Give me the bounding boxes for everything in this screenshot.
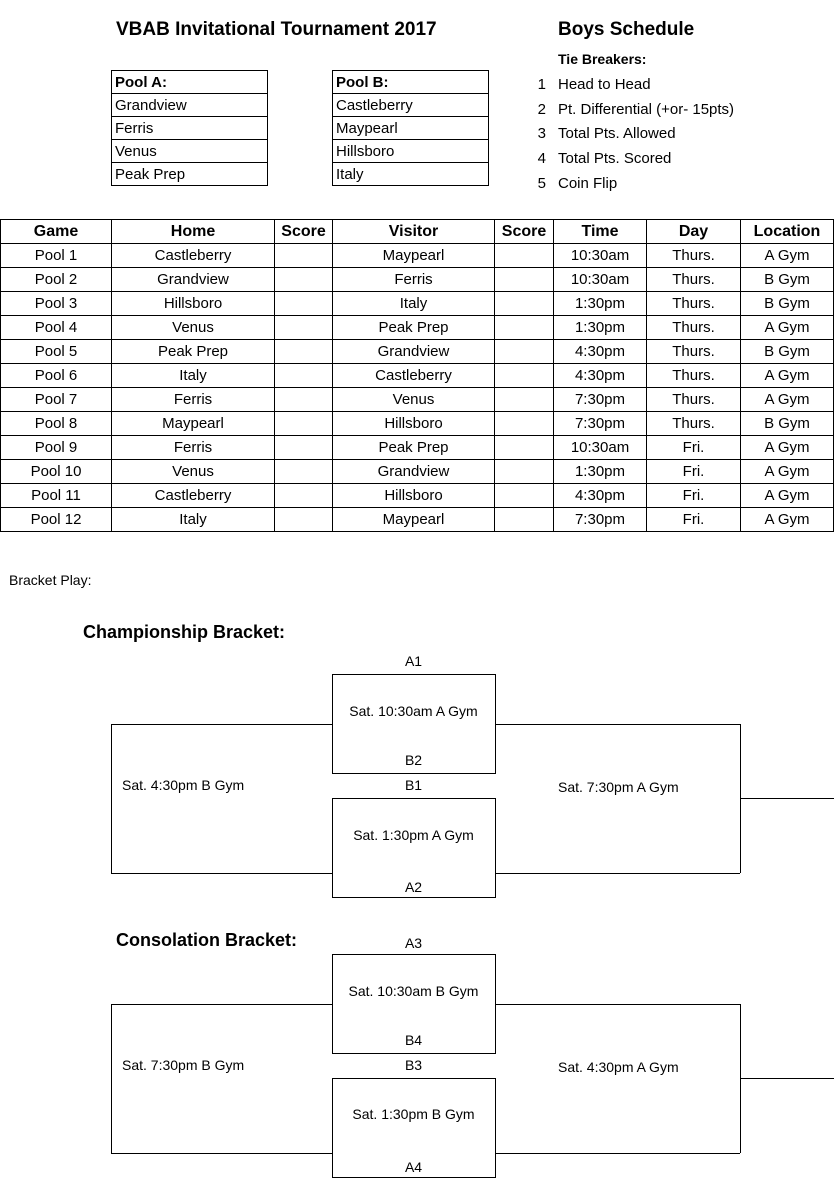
table-row <box>1 412 834 436</box>
location-cell: A Gym <box>741 388 834 412</box>
game-cell: Pool 2 <box>1 268 112 292</box>
tie-breaker-number: 4 <box>537 150 546 167</box>
column-header: Score <box>495 220 554 244</box>
bracket-line <box>111 1004 112 1153</box>
tie-breaker-item <box>530 121 676 146</box>
game-time-label: Sat. 4:30pm B Gym <box>122 777 245 793</box>
seed-label: A1 <box>404 653 423 669</box>
tie-breaker-item <box>530 146 671 171</box>
table-row <box>1 268 834 292</box>
bracket-play-label: Bracket Play: <box>9 572 92 588</box>
home-cell: Venus <box>112 460 275 484</box>
visitor-cell: Ferris <box>333 268 495 292</box>
tie-breaker-item <box>530 72 651 97</box>
visitor-score-cell <box>495 412 554 436</box>
column-header: Home <box>112 220 275 244</box>
pool-a-team: Grandview <box>112 94 268 117</box>
pool-a-team: Peak Prep <box>112 163 268 186</box>
pool-a-table <box>111 70 268 186</box>
table-row <box>1 508 834 532</box>
time-cell: 7:30pm <box>554 508 647 532</box>
game-time-label: Sat. 10:30am B Gym <box>348 983 479 999</box>
schedule-header-row <box>1 220 834 244</box>
table-row <box>1 316 834 340</box>
visitor-score-cell <box>495 436 554 460</box>
game-time-label: Sat. 4:30pm A Gym <box>558 1059 679 1075</box>
visitor-cell: Hillsboro <box>333 484 495 508</box>
location-cell: B Gym <box>741 340 834 364</box>
time-cell: 1:30pm <box>554 316 647 340</box>
location-cell: A Gym <box>741 316 834 340</box>
visitor-cell: Italy <box>333 292 495 316</box>
home-score-cell <box>275 484 333 508</box>
pool-b-team: Maypearl <box>333 117 489 140</box>
home-cell: Grandview <box>112 268 275 292</box>
column-header: Score <box>275 220 333 244</box>
day-cell: Thurs. <box>647 268 741 292</box>
game-time-label: Sat. 10:30am A Gym <box>349 703 478 719</box>
home-score-cell <box>275 316 333 340</box>
home-cell: Hillsboro <box>112 292 275 316</box>
home-score-cell <box>275 388 333 412</box>
home-score-cell <box>275 460 333 484</box>
game-cell: Pool 5 <box>1 340 112 364</box>
game-cell: Pool 10 <box>1 460 112 484</box>
time-cell: 4:30pm <box>554 340 647 364</box>
tie-breaker-text: Coin Flip <box>558 175 618 192</box>
bracket-line <box>495 873 740 874</box>
page-title: VBAB Invitational Tournament 2017 <box>116 19 437 40</box>
location-cell: A Gym <box>741 508 834 532</box>
home-score-cell <box>275 244 333 268</box>
visitor-cell: Peak Prep <box>333 316 495 340</box>
bracket-line <box>111 1153 333 1154</box>
bracket-line <box>111 1004 333 1005</box>
column-header: Location <box>741 220 834 244</box>
day-cell: Thurs. <box>647 244 741 268</box>
pool-b-header: Pool B: <box>333 71 489 94</box>
visitor-cell: Peak Prep <box>333 436 495 460</box>
seed-label: A2 <box>404 879 423 895</box>
pool-a-team: Venus <box>112 140 268 163</box>
day-cell: Thurs. <box>647 340 741 364</box>
visitor-cell: Maypearl <box>333 244 495 268</box>
game-cell: Pool 7 <box>1 388 112 412</box>
visitor-score-cell <box>495 316 554 340</box>
home-cell: Ferris <box>112 388 275 412</box>
column-header: Time <box>554 220 647 244</box>
bracket-line <box>495 1153 740 1154</box>
tie-breaker-item <box>530 171 617 196</box>
home-score-cell <box>275 436 333 460</box>
bracket-line <box>740 798 834 799</box>
tie-breaker-number: 5 <box>537 175 546 192</box>
time-cell: 1:30pm <box>554 460 647 484</box>
table-row <box>1 364 834 388</box>
location-cell: B Gym <box>741 292 834 316</box>
time-cell: 7:30pm <box>554 388 647 412</box>
visitor-score-cell <box>495 340 554 364</box>
bracket-line <box>111 724 333 725</box>
home-score-cell <box>275 508 333 532</box>
visitor-cell: Hillsboro <box>333 412 495 436</box>
column-header: Day <box>647 220 741 244</box>
visitor-score-cell <box>495 508 554 532</box>
day-cell: Thurs. <box>647 388 741 412</box>
seed-label: A3 <box>404 935 423 951</box>
home-cell: Ferris <box>112 436 275 460</box>
home-score-cell <box>275 364 333 388</box>
location-cell: A Gym <box>741 244 834 268</box>
tie-breakers-title: Tie Breakers: <box>558 51 647 67</box>
seed-label: B2 <box>404 752 423 768</box>
visitor-score-cell <box>495 364 554 388</box>
home-score-cell <box>275 292 333 316</box>
table-row <box>1 244 834 268</box>
time-cell: 4:30pm <box>554 364 647 388</box>
visitor-score-cell <box>495 460 554 484</box>
pool-b-table <box>332 70 489 186</box>
game-time-label: Sat. 1:30pm A Gym <box>353 827 474 843</box>
table-row <box>1 436 834 460</box>
seed-label: B3 <box>404 1057 423 1073</box>
home-cell: Italy <box>112 508 275 532</box>
game-cell: Pool 4 <box>1 316 112 340</box>
time-cell: 10:30am <box>554 268 647 292</box>
day-cell: Fri. <box>647 508 741 532</box>
table-row <box>1 460 834 484</box>
home-score-cell <box>275 268 333 292</box>
visitor-cell: Maypearl <box>333 508 495 532</box>
day-cell: Thurs. <box>647 412 741 436</box>
game-cell: Pool 11 <box>1 484 112 508</box>
day-cell: Thurs. <box>647 316 741 340</box>
schedule-subtitle: Boys Schedule <box>558 19 695 40</box>
tie-breaker-text: Total Pts. Allowed <box>558 125 676 142</box>
bracket-line <box>111 873 333 874</box>
table-row <box>1 292 834 316</box>
visitor-score-cell <box>495 388 554 412</box>
location-cell: A Gym <box>741 484 834 508</box>
visitor-cell: Grandview <box>333 340 495 364</box>
time-cell: 10:30am <box>554 244 647 268</box>
day-cell: Fri. <box>647 484 741 508</box>
championship-title: Championship Bracket: <box>83 622 286 642</box>
tie-breaker-number: 1 <box>537 76 546 93</box>
pool-b-team: Castleberry <box>333 94 489 117</box>
game-cell: Pool 8 <box>1 412 112 436</box>
location-cell: B Gym <box>741 268 834 292</box>
seed-label: A4 <box>404 1159 423 1175</box>
game-time-label: Sat. 7:30pm B Gym <box>122 1057 245 1073</box>
table-row <box>1 388 834 412</box>
game-time-label: Sat. 1:30pm B Gym <box>352 1106 475 1122</box>
time-cell: 4:30pm <box>554 484 647 508</box>
day-cell: Thurs. <box>647 292 741 316</box>
seed-label: B1 <box>404 777 423 793</box>
visitor-cell: Castleberry <box>333 364 495 388</box>
day-cell: Thurs. <box>647 364 741 388</box>
visitor-score-cell <box>495 268 554 292</box>
game-time-label: Sat. 7:30pm A Gym <box>558 779 679 795</box>
home-cell: Maypearl <box>112 412 275 436</box>
time-cell: 1:30pm <box>554 292 647 316</box>
game-cell: Pool 12 <box>1 508 112 532</box>
visitor-cell: Grandview <box>333 460 495 484</box>
seed-label: B4 <box>404 1032 423 1048</box>
pool-a-team: Ferris <box>112 117 268 140</box>
bracket-line <box>740 1078 834 1079</box>
visitor-score-cell <box>495 244 554 268</box>
time-cell: 10:30am <box>554 436 647 460</box>
location-cell: A Gym <box>741 436 834 460</box>
game-cell: Pool 1 <box>1 244 112 268</box>
tie-breaker-text: Pt. Differential (+or- 15pts) <box>558 101 735 118</box>
visitor-score-cell <box>495 484 554 508</box>
column-header: Game <box>1 220 112 244</box>
pool-a-header: Pool A: <box>112 71 268 94</box>
location-cell: A Gym <box>741 364 834 388</box>
consolation-title: Consolation Bracket: <box>116 930 298 950</box>
home-score-cell <box>275 340 333 364</box>
table-row <box>1 340 834 364</box>
pool-b-team: Hillsboro <box>333 140 489 163</box>
location-cell: B Gym <box>741 412 834 436</box>
home-score-cell <box>275 412 333 436</box>
pool-b-team: Italy <box>333 163 489 186</box>
tie-breaker-text: Head to Head <box>558 76 651 93</box>
bracket-line <box>495 724 740 725</box>
day-cell: Fri. <box>647 436 741 460</box>
visitor-cell: Venus <box>333 388 495 412</box>
tie-breaker-number: 2 <box>537 101 546 118</box>
game-cell: Pool 9 <box>1 436 112 460</box>
bracket-line <box>111 724 112 873</box>
game-cell: Pool 3 <box>1 292 112 316</box>
home-cell: Peak Prep <box>112 340 275 364</box>
tie-breaker-item <box>530 97 734 122</box>
bracket-line <box>495 1004 740 1005</box>
table-row <box>1 484 834 508</box>
time-cell: 7:30pm <box>554 412 647 436</box>
location-cell: A Gym <box>741 460 834 484</box>
column-header: Visitor <box>333 220 495 244</box>
tie-breaker-number: 3 <box>537 125 546 142</box>
game-cell: Pool 6 <box>1 364 112 388</box>
home-cell: Castleberry <box>112 484 275 508</box>
visitor-score-cell <box>495 292 554 316</box>
day-cell: Fri. <box>647 460 741 484</box>
schedule-table <box>0 219 834 532</box>
tie-breaker-text: Total Pts. Scored <box>558 150 672 167</box>
home-cell: Castleberry <box>112 244 275 268</box>
home-cell: Venus <box>112 316 275 340</box>
home-cell: Italy <box>112 364 275 388</box>
